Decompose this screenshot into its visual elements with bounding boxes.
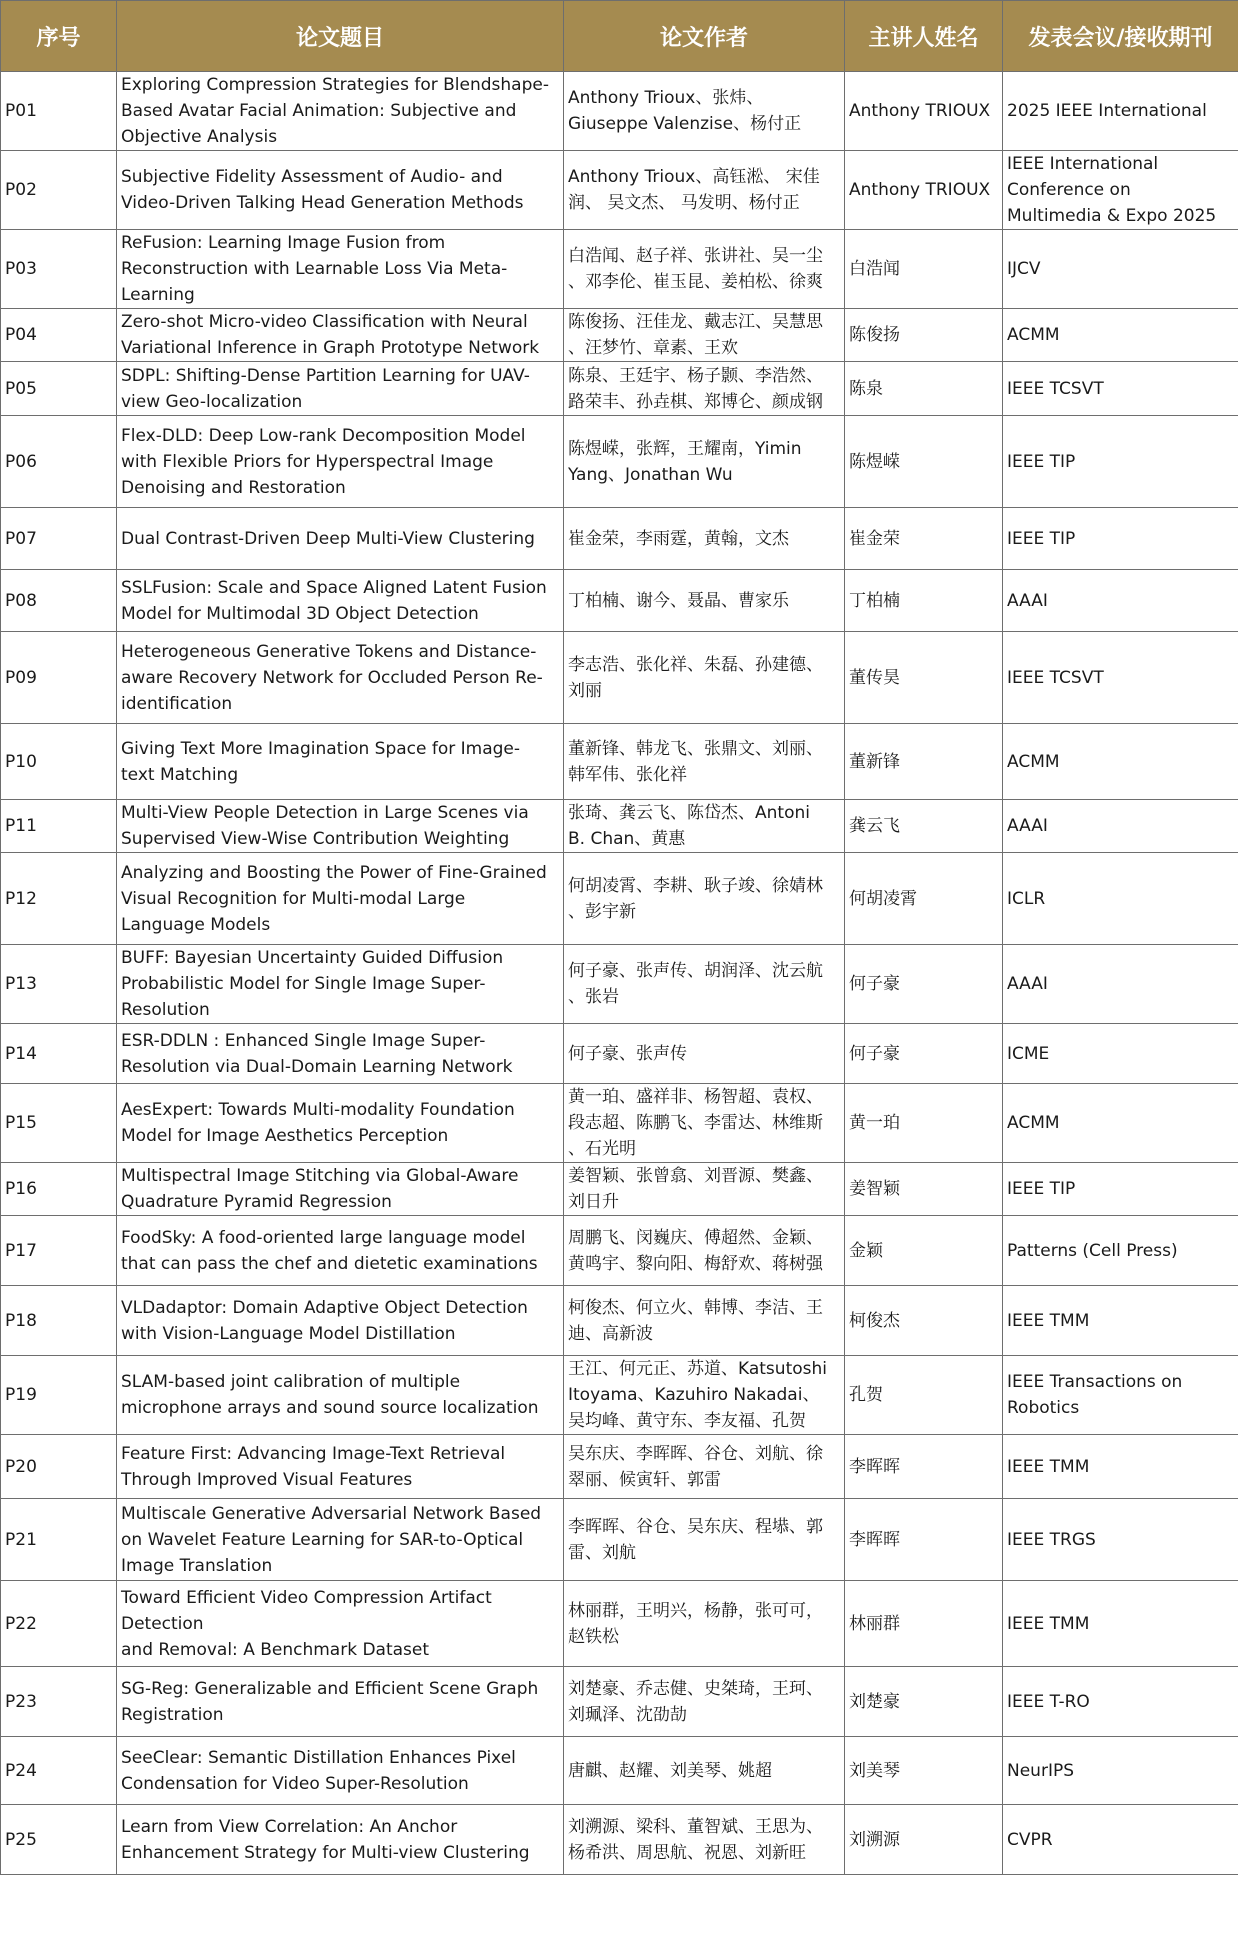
cell-title: Analyzing and Boosting the Power of Fine-Grained Visual Recognition for Multi-modal Large Language Models bbox=[117, 853, 564, 945]
cell-authors: 刘楚豪、乔志健、史桀琦，王珂、 刘珮泽、沈劭劼 bbox=[564, 1667, 845, 1737]
cell-speaker: 陈煜嵘 bbox=[845, 416, 1003, 508]
cell-index: P18 bbox=[1, 1286, 117, 1356]
cell-authors: 王江、何元正、苏道、Katsutoshi Itoyama、Kazuhiro Nakadai、 吴均峰、黄守东、李友福、孔贺 bbox=[564, 1356, 845, 1435]
cell-venue: IEEE International Conference on Multimedia & Expo 2025 bbox=[1003, 151, 1238, 230]
cell-authors: 陈煜嵘，张辉，王耀南，Yimin Yang、Jonathan Wu bbox=[564, 416, 845, 508]
cell-title: Heterogeneous Generative Tokens and Distance- aware Recovery Network for Occluded Person Re- identification bbox=[117, 632, 564, 724]
cell-speaker: 何子豪 bbox=[845, 945, 1003, 1024]
cell-title: Multi-View People Detection in Large Scenes via Supervised View-Wise Contribution Weighting bbox=[117, 800, 564, 853]
cell-venue: 2025 IEEE International bbox=[1003, 72, 1238, 151]
cell-speaker: 陈泉 bbox=[845, 362, 1003, 416]
cell-authors: 姜智颖、张曾翕、刘晋源、樊鑫、 刘日升 bbox=[564, 1163, 845, 1216]
cell-venue: IEEE TMM bbox=[1003, 1286, 1238, 1356]
cell-venue: IEEE TRGS bbox=[1003, 1499, 1238, 1581]
cell-index: P24 bbox=[1, 1737, 117, 1805]
table-row bbox=[1, 151, 1238, 230]
cell-speaker: 何胡凌霄 bbox=[845, 853, 1003, 945]
cell-title: SLAM-based joint calibration of multiple microphone arrays and sound source localization bbox=[117, 1356, 564, 1435]
col-header-index: 序号 bbox=[1, 1, 117, 72]
cell-authors: 吴东庆、李晖晖、谷仓、刘航、徐 翠丽、候寅轩、郭雷 bbox=[564, 1435, 845, 1499]
table-row bbox=[1, 1667, 1238, 1737]
cell-title: Learn from View Correlation: An Anchor Enhancement Strategy for Multi-view Clustering bbox=[117, 1805, 564, 1875]
table-row bbox=[1, 1805, 1238, 1875]
cell-index: P20 bbox=[1, 1435, 117, 1499]
cell-index: P19 bbox=[1, 1356, 117, 1435]
cell-authors: 陈俊扬、汪佳龙、戴志江、吴慧思 、汪梦竹、章素、王欢 bbox=[564, 309, 845, 362]
cell-authors: 李晖晖、谷仓、吴东庆、程塨、郭 雷、刘航 bbox=[564, 1499, 845, 1581]
table-row bbox=[1, 853, 1238, 945]
table-row bbox=[1, 508, 1238, 570]
cell-title: Toward Efficient Video Compression Artifact Detection and Removal: A Benchmark Dataset bbox=[117, 1581, 564, 1667]
cell-title: Feature First: Advancing Image-Text Retrieval Through Improved Visual Features bbox=[117, 1435, 564, 1499]
table-row bbox=[1, 416, 1238, 508]
cell-title: VLDadaptor: Domain Adaptive Object Detection with Vision-Language Model Distillation bbox=[117, 1286, 564, 1356]
cell-index: P10 bbox=[1, 724, 117, 800]
cell-title: Flex-DLD: Deep Low-rank Decomposition Model with Flexible Priors for Hyperspectral Image Denoising and Restoration bbox=[117, 416, 564, 508]
table-row bbox=[1, 1499, 1238, 1581]
cell-authors: 何子豪、张声传、胡润泽、沈云航 、张岩 bbox=[564, 945, 845, 1024]
cell-index: P12 bbox=[1, 853, 117, 945]
cell-venue: AAAI bbox=[1003, 800, 1238, 853]
table-row bbox=[1, 362, 1238, 416]
cell-venue: IEEE TIP bbox=[1003, 1163, 1238, 1216]
cell-title: AesExpert: Towards Multi-modality Foundation Model for Image Aesthetics Perception bbox=[117, 1084, 564, 1163]
header-row bbox=[1, 1, 1238, 72]
table-row bbox=[1, 72, 1238, 151]
cell-speaker: 何子豪 bbox=[845, 1024, 1003, 1084]
cell-venue: ACMM bbox=[1003, 309, 1238, 362]
table-row bbox=[1, 309, 1238, 362]
col-header-venue: 发表会议/接收期刊 bbox=[1003, 1, 1238, 72]
cell-venue: ICME bbox=[1003, 1024, 1238, 1084]
cell-speaker: 林丽群 bbox=[845, 1581, 1003, 1667]
cell-index: P09 bbox=[1, 632, 117, 724]
cell-title: SeeClear: Semantic Distillation Enhances Pixel Condensation for Video Super-Resolution bbox=[117, 1737, 564, 1805]
cell-title: Giving Text More Imagination Space for Image- text Matching bbox=[117, 724, 564, 800]
cell-speaker: Anthony TRIOUX bbox=[845, 72, 1003, 151]
cell-speaker: 姜智颖 bbox=[845, 1163, 1003, 1216]
cell-authors: 周鹏飞、闵巍庆、傅超然、金颖、 黄鸣宇、黎向阳、梅舒欢、蒋树强 bbox=[564, 1216, 845, 1286]
cell-venue: ACMM bbox=[1003, 1084, 1238, 1163]
cell-speaker: 陈俊扬 bbox=[845, 309, 1003, 362]
cell-venue: AAAI bbox=[1003, 945, 1238, 1024]
cell-authors: 唐麒、赵耀、刘美琴、姚超 bbox=[564, 1737, 845, 1805]
cell-index: P25 bbox=[1, 1805, 117, 1875]
cell-venue: AAAI bbox=[1003, 570, 1238, 632]
cell-index: P22 bbox=[1, 1581, 117, 1667]
cell-venue: CVPR bbox=[1003, 1805, 1238, 1875]
cell-authors: 丁柏楠、谢今、聂晶、曹家乐 bbox=[564, 570, 845, 632]
cell-index: P01 bbox=[1, 72, 117, 151]
cell-authors: 黄一珀、盛祥非、杨智超、袁权、 段志超、陈鹏飞、李雷达、林维斯 、石光明 bbox=[564, 1084, 845, 1163]
table-row bbox=[1, 800, 1238, 853]
cell-venue: IEEE TCSVT bbox=[1003, 362, 1238, 416]
col-header-authors: 论文作者 bbox=[564, 1, 845, 72]
cell-index: P15 bbox=[1, 1084, 117, 1163]
cell-authors: 张琦、龚云飞、陈岱杰、Antoni B. Chan、黄惠 bbox=[564, 800, 845, 853]
cell-title: ReFusion: Learning Image Fusion from Reconstruction with Learnable Loss Via Meta- Learning bbox=[117, 230, 564, 309]
col-header-title: 论文题目 bbox=[117, 1, 564, 72]
cell-speaker: 崔金荣 bbox=[845, 508, 1003, 570]
cell-title: Dual Contrast-Driven Deep Multi-View Clustering bbox=[117, 508, 564, 570]
cell-title: BUFF: Bayesian Uncertainty Guided Diffusion Probabilistic Model for Single Image Super- Resolution bbox=[117, 945, 564, 1024]
cell-index: P14 bbox=[1, 1024, 117, 1084]
cell-authors: Anthony Trioux、高钰淞、 宋佳 润、 吴文杰、 马发明、杨付正 bbox=[564, 151, 845, 230]
cell-index: P02 bbox=[1, 151, 117, 230]
col-header-speaker: 主讲人姓名 bbox=[845, 1, 1003, 72]
table-row bbox=[1, 1356, 1238, 1435]
cell-title: FoodSky: A food-oriented large language model that can pass the chef and dietetic examinations bbox=[117, 1216, 564, 1286]
table-row bbox=[1, 1737, 1238, 1805]
table-row bbox=[1, 1216, 1238, 1286]
cell-index: P08 bbox=[1, 570, 117, 632]
cell-authors: 何子豪、张声传 bbox=[564, 1024, 845, 1084]
cell-index: P23 bbox=[1, 1667, 117, 1737]
cell-title: SG-Reg: Generalizable and Efficient Scene Graph Registration bbox=[117, 1667, 564, 1737]
cell-speaker: 董传昊 bbox=[845, 632, 1003, 724]
cell-title: Multispectral Image Stitching via Global-Aware Quadrature Pyramid Regression bbox=[117, 1163, 564, 1216]
cell-index: P16 bbox=[1, 1163, 117, 1216]
cell-index: P05 bbox=[1, 362, 117, 416]
cell-speaker: 丁柏楠 bbox=[845, 570, 1003, 632]
cell-authors: 董新锋、韩龙飞、张鼎文、刘丽、 韩军伟、张化祥 bbox=[564, 724, 845, 800]
table-row bbox=[1, 1435, 1238, 1499]
cell-speaker: 龚云飞 bbox=[845, 800, 1003, 853]
cell-title: Zero-shot Micro-video Classification with Neural Variational Inference in Graph Prototype Network bbox=[117, 309, 564, 362]
cell-title: Multiscale Generative Adversarial Network Based on Wavelet Feature Learning for SAR-to-Optical Image Translation bbox=[117, 1499, 564, 1581]
cell-title: ESR-DDLN : Enhanced Single Image Super- Resolution via Dual-Domain Learning Network bbox=[117, 1024, 564, 1084]
cell-authors: Anthony Trioux、张炜、 Giuseppe Valenzise、杨付正 bbox=[564, 72, 845, 151]
cell-venue: IEEE TIP bbox=[1003, 508, 1238, 570]
cell-venue: Patterns (Cell Press) bbox=[1003, 1216, 1238, 1286]
table-row bbox=[1, 570, 1238, 632]
cell-venue: ICLR bbox=[1003, 853, 1238, 945]
cell-venue: IJCV bbox=[1003, 230, 1238, 309]
cell-authors: 陈泉、王廷宇、杨子颢、李浩然、 路荣丰、孙垚棋、郑博仑、颜成钢 bbox=[564, 362, 845, 416]
cell-speaker: 刘溯源 bbox=[845, 1805, 1003, 1875]
cell-authors: 柯俊杰、何立火、韩博、李洁、王 迪、高新波 bbox=[564, 1286, 845, 1356]
cell-speaker: 董新锋 bbox=[845, 724, 1003, 800]
table-row bbox=[1, 1163, 1238, 1216]
cell-speaker: 柯俊杰 bbox=[845, 1286, 1003, 1356]
cell-index: P06 bbox=[1, 416, 117, 508]
cell-venue: IEEE TIP bbox=[1003, 416, 1238, 508]
cell-venue: IEEE TMM bbox=[1003, 1435, 1238, 1499]
cell-speaker: 金颖 bbox=[845, 1216, 1003, 1286]
cell-authors: 林丽群，王明兴，杨静，张可可， 赵铁松 bbox=[564, 1581, 845, 1667]
table-row bbox=[1, 230, 1238, 309]
cell-authors: 崔金荣，李雨霆，黄翰，文杰 bbox=[564, 508, 845, 570]
cell-venue: NeurIPS bbox=[1003, 1737, 1238, 1805]
cell-venue: ACMM bbox=[1003, 724, 1238, 800]
cell-speaker: 孔贺 bbox=[845, 1356, 1003, 1435]
cell-title: Exploring Compression Strategies for Blendshape- Based Avatar Facial Animation: Subjective and Objective Analysis bbox=[117, 72, 564, 151]
table-body bbox=[1, 72, 1238, 1875]
cell-venue: IEEE T-RO bbox=[1003, 1667, 1238, 1737]
cell-speaker: Anthony TRIOUX bbox=[845, 151, 1003, 230]
table-row bbox=[1, 632, 1238, 724]
cell-venue: IEEE TCSVT bbox=[1003, 632, 1238, 724]
cell-index: P11 bbox=[1, 800, 117, 853]
cell-speaker: 黄一珀 bbox=[845, 1084, 1003, 1163]
cell-index: P17 bbox=[1, 1216, 117, 1286]
cell-speaker: 李晖晖 bbox=[845, 1499, 1003, 1581]
table-row bbox=[1, 1581, 1238, 1667]
cell-speaker: 李晖晖 bbox=[845, 1435, 1003, 1499]
table-row bbox=[1, 1024, 1238, 1084]
table-row bbox=[1, 1084, 1238, 1163]
cell-index: P04 bbox=[1, 309, 117, 362]
cell-index: P07 bbox=[1, 508, 117, 570]
cell-title: SSLFusion: Scale and Space Aligned Latent Fusion Model for Multimodal 3D Object Detection bbox=[117, 570, 564, 632]
table-row bbox=[1, 945, 1238, 1024]
cell-authors: 何胡凌霄、李耕、耿子竣、徐婧林 、彭宇新 bbox=[564, 853, 845, 945]
cell-title: SDPL: Shifting-Dense Partition Learning for UAV- view Geo-localization bbox=[117, 362, 564, 416]
table-row bbox=[1, 724, 1238, 800]
cell-authors: 白浩闻、赵子祥、张讲社、吴一尘 、邓李伦、崔玉昆、姜柏松、徐爽 bbox=[564, 230, 845, 309]
cell-authors: 李志浩、张化祥、朱磊、孙建德、 刘丽 bbox=[564, 632, 845, 724]
cell-speaker: 白浩闻 bbox=[845, 230, 1003, 309]
cell-index: P03 bbox=[1, 230, 117, 309]
cell-speaker: 刘楚豪 bbox=[845, 1667, 1003, 1737]
cell-speaker: 刘美琴 bbox=[845, 1737, 1003, 1805]
cell-venue: IEEE TMM bbox=[1003, 1581, 1238, 1667]
cell-index: P13 bbox=[1, 945, 117, 1024]
cell-venue: IEEE Transactions on Robotics bbox=[1003, 1356, 1238, 1435]
cell-index: P21 bbox=[1, 1499, 117, 1581]
table-row bbox=[1, 1286, 1238, 1356]
cell-title: Subjective Fidelity Assessment of Audio- and Video-Driven Talking Head Generation Methods bbox=[117, 151, 564, 230]
cell-authors: 刘溯源、梁科、董智斌、王思为、 杨希洪、周思航、祝恩、刘新旺 bbox=[564, 1805, 845, 1875]
